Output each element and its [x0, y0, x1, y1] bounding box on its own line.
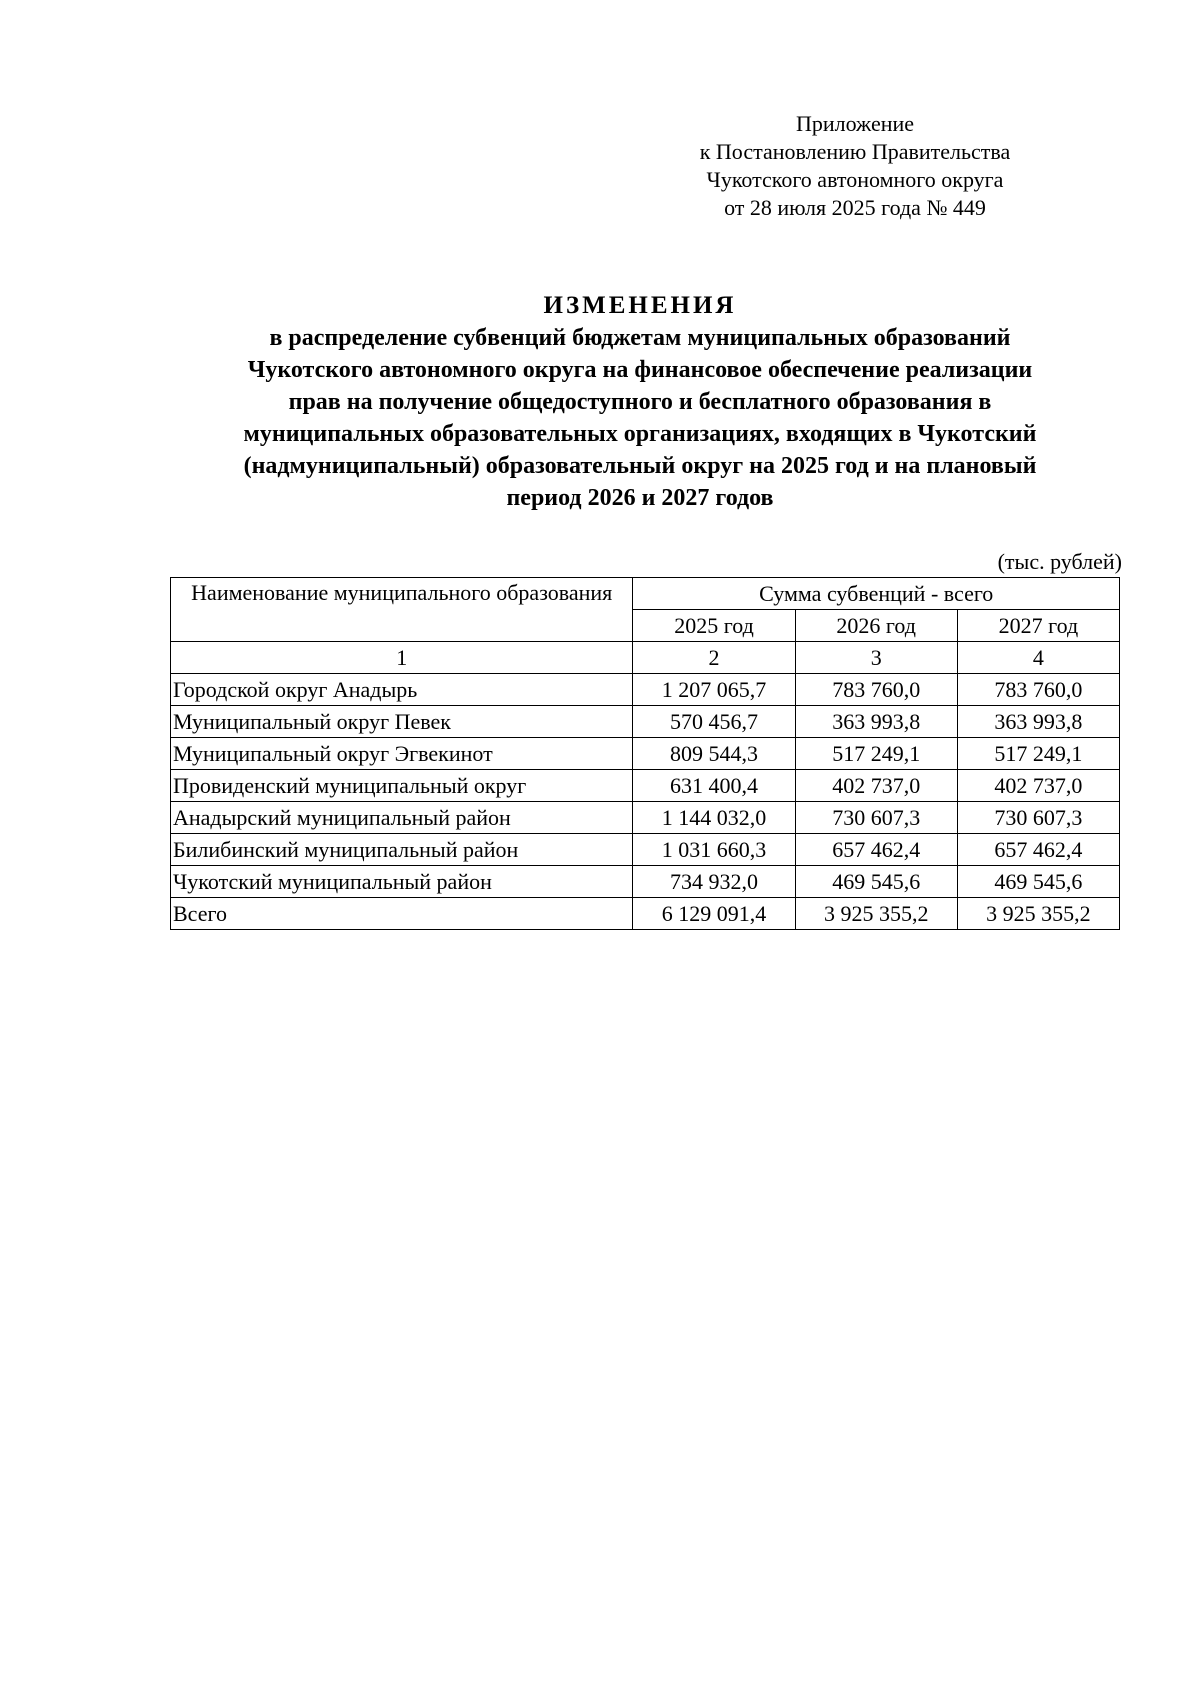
table-row	[171, 706, 1120, 738]
header-year: 2027 год	[957, 610, 1119, 642]
title-line: муниципальных образовательных организациях, входящих в Чукотский	[243, 421, 1037, 447]
column-number: 3	[795, 642, 957, 674]
amount-2026: 783 760,0	[795, 674, 957, 706]
table-row	[171, 802, 1120, 834]
amount-2025: 1 144 032,0	[633, 802, 795, 834]
title-line: Чукотского автономного округа на финансовое обеспечение реализации	[247, 357, 1033, 383]
title-heading: ИЗМЕНЕНИЯ	[543, 292, 737, 319]
column-number: 1	[171, 642, 633, 674]
appendix-line: Приложение	[795, 111, 915, 136]
total-2026: 3 925 355,2	[795, 898, 957, 930]
amount-2027: 783 760,0	[957, 674, 1119, 706]
amount-2027: 730 607,3	[957, 802, 1119, 834]
amount-2025: 570 456,7	[633, 706, 795, 738]
column-number: 2	[633, 642, 795, 674]
amount-2027: 657 462,4	[957, 834, 1119, 866]
header-year: 2026 год	[795, 610, 957, 642]
table-row	[171, 834, 1120, 866]
amount-2025: 809 544,3	[633, 738, 795, 770]
units-note: (тыс. рублей)	[997, 549, 1122, 574]
total-label: Всего	[171, 898, 633, 930]
appendix-line: к Постановлению Правительства	[699, 139, 1011, 164]
amount-2027: 469 545,6	[957, 866, 1119, 898]
table-column-numbers-row	[171, 642, 1120, 674]
header-year: 2025 год	[633, 610, 795, 642]
amount-2026: 469 545,6	[795, 866, 957, 898]
title-line: прав на получение общедоступного и бесплатного образования в	[288, 389, 992, 415]
municipality-name: Муниципальный округ Певек	[171, 706, 633, 738]
total-2027: 3 925 355,2	[957, 898, 1119, 930]
header-subvention-total: Сумма субвенций - всего	[633, 578, 1120, 610]
amount-2027: 402 737,0	[957, 770, 1119, 802]
appendix-line: от 28 июля 2025 года № 449	[724, 195, 986, 220]
column-number: 4	[957, 642, 1119, 674]
total-2025: 6 129 091,4	[633, 898, 795, 930]
amount-2025: 631 400,4	[633, 770, 795, 802]
amount-2027: 517 249,1	[957, 738, 1119, 770]
amount-2025: 734 932,0	[633, 866, 795, 898]
amount-2026: 517 249,1	[795, 738, 957, 770]
table-row	[171, 866, 1120, 898]
table-total-row	[171, 898, 1120, 930]
appendix-block	[640, 110, 1070, 222]
title-subtitle	[150, 322, 1130, 514]
amount-2026: 730 607,3	[795, 802, 957, 834]
amount-2025: 1 031 660,3	[633, 834, 795, 866]
municipality-name: Билибинский муниципальный район	[171, 834, 633, 866]
appendix-line: Чукотского автономного округа	[706, 167, 1004, 192]
amount-2026: 657 462,4	[795, 834, 957, 866]
document-title	[150, 290, 1130, 514]
table-row	[171, 770, 1120, 802]
amount-2026: 363 993,8	[795, 706, 957, 738]
amount-2025: 1 207 065,7	[633, 674, 795, 706]
table-header-row	[171, 578, 1120, 610]
municipality-name: Муниципальный округ Эгвекинот	[171, 738, 633, 770]
title-line: период 2026 и 2027 годов	[506, 485, 774, 511]
municipality-name: Анадырский муниципальный район	[171, 802, 633, 834]
table-row	[171, 674, 1120, 706]
title-line: в распределение субвенций бюджетам муниципальных образований	[269, 325, 1011, 351]
title-line: (надмуниципальный) образовательный округ на 2025 год и на плановый	[243, 453, 1037, 479]
municipality-name: Городской округ Анадырь	[171, 674, 633, 706]
amount-2027: 363 993,8	[957, 706, 1119, 738]
amount-2026: 402 737,0	[795, 770, 957, 802]
municipality-name: Чукотский муниципальный район	[171, 866, 633, 898]
header-municipality-name: Наименование муниципального образования	[171, 578, 633, 642]
table-row	[171, 738, 1120, 770]
subventions-table	[170, 577, 1120, 930]
municipality-name: Провиденский муниципальный округ	[171, 770, 633, 802]
